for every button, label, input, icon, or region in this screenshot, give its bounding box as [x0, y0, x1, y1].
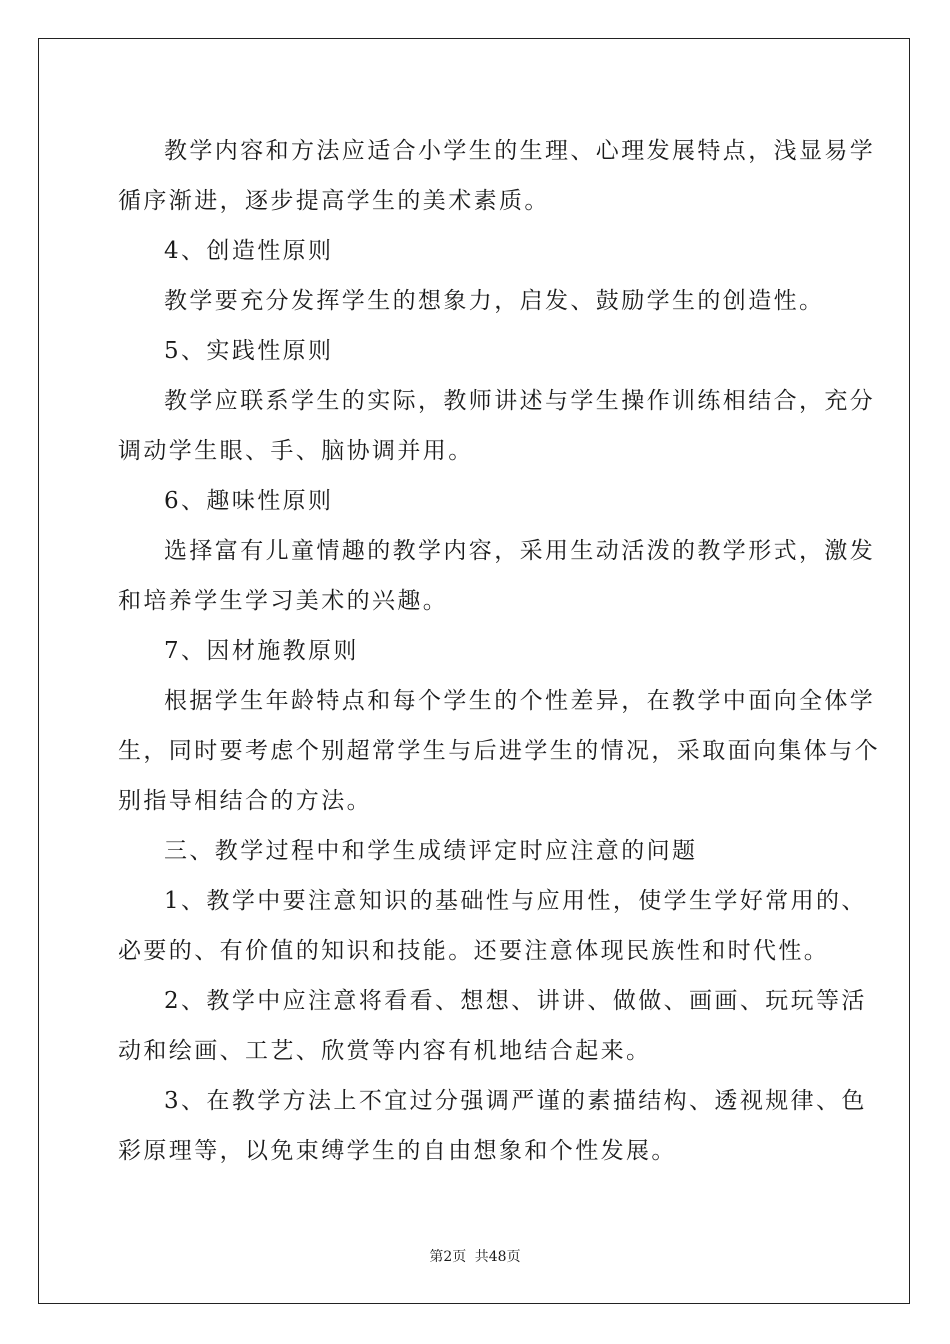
paragraph-line: 别指导相结合的方法。	[118, 788, 372, 814]
paragraph-line: 教学应联系学生的实际，教师讲述与学生操作训练相结合，充分	[164, 388, 876, 414]
paragraph-line: 必要的、有价值的知识和技能。还要注意体现民族性和时代性。	[118, 938, 830, 964]
paragraph-line: 选择富有儿童情趣的教学内容，采用生动活泼的教学形式，激发	[164, 538, 876, 564]
section-heading: 7、因材施教原则	[164, 638, 359, 664]
paragraph-line: 1、教学中要注意知识的基础性与应用性，使学生学好常用的、	[164, 888, 867, 914]
paragraph-line: 生，同时要考虑个别超常学生与后进学生的情况，采取面向集体与个	[118, 738, 880, 764]
section-heading: 6、趣味性原则	[164, 488, 334, 514]
section-heading: 5、实践性原则	[164, 338, 334, 364]
paragraph-line: 教学内容和方法应适合小学生的生理、心理发展特点，浅显易学	[164, 138, 876, 164]
document-body	[118, 126, 880, 1176]
paragraph-line: 3、在教学方法上不宜过分强调严谨的素描结构、透视规律、色	[164, 1088, 867, 1114]
page-footer	[0, 1246, 950, 1266]
paragraph-line: 2、教学中应注意将看看、想想、讲讲、做做、画画、玩玩等活	[164, 988, 867, 1014]
paragraph-line: 调动学生眼、手、脑协调并用。	[118, 438, 474, 464]
section-heading: 三、教学过程中和学生成绩评定时应注意的问题	[164, 838, 698, 864]
paragraph-line: 彩原理等，以免束缚学生的自由想象和个性发展。	[118, 1138, 677, 1164]
paragraph-line: 和培养学生学习美术的兴趣。	[118, 588, 449, 614]
paragraph-line: 动和绘画、工艺、欣赏等内容有机地结合起来。	[118, 1038, 652, 1064]
paragraph-line: 循序渐进，逐步提高学生的美术素质。	[118, 188, 550, 214]
section-heading: 4、创造性原则	[164, 238, 334, 264]
paragraph-line: 教学要充分发挥学生的想象力，启发、鼓励学生的创造性。	[164, 288, 825, 314]
paragraph-line: 根据学生年龄特点和每个学生的个性差异，在教学中面向全体学	[164, 688, 876, 714]
page-number: 第2页	[429, 1249, 467, 1265]
total-pages: 共48页	[474, 1249, 521, 1265]
